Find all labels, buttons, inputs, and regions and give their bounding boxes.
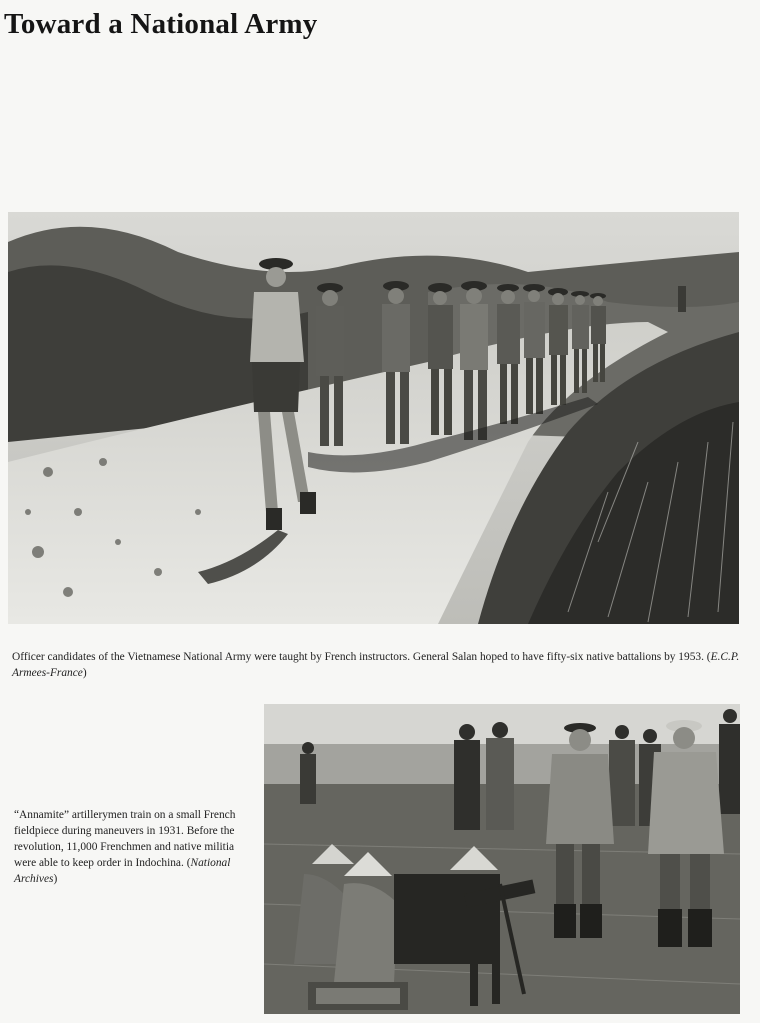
top-photo-caption: Officer candidates of the Vietnamese National Army were taught by French instructors. General Salan hoped to have fifty-six native battalions by 1953. (E.C.P. Armees-France): [12, 651, 740, 680]
top-photo-credit: E.C.P. Armees-France: [12, 651, 740, 680]
bottom-photo-caption: “Annamite” artillerymen train on a small French fieldpiece during maneuvers in 1931. Before the revolution, 11,000 Frenchmen and native militia were able to keep order in Indochina. (National Archives): [14, 809, 236, 886]
marching-soldiers-illustration: [8, 212, 739, 624]
page-title: Toward a National Army: [4, 8, 318, 40]
bottom-photo-credit: National Archives: [14, 857, 231, 886]
artillery-drill-photo: [264, 704, 740, 1014]
bottom-caption-text: “Annamite” artillerymen train on a small French fieldpiece during maneuvers in 1931. Before the revolution, 11,000 Frenchmen and native militia were able to keep order in Indochina.: [14, 809, 236, 870]
top-caption-text: Officer candidates of the Vietnamese National Army were taught by French instructors. General Salan hoped to have fifty-six native battalions by 1953.: [12, 651, 704, 664]
marching-soldiers-photo: [8, 212, 739, 624]
artillery-drill-illustration: [264, 704, 740, 1014]
